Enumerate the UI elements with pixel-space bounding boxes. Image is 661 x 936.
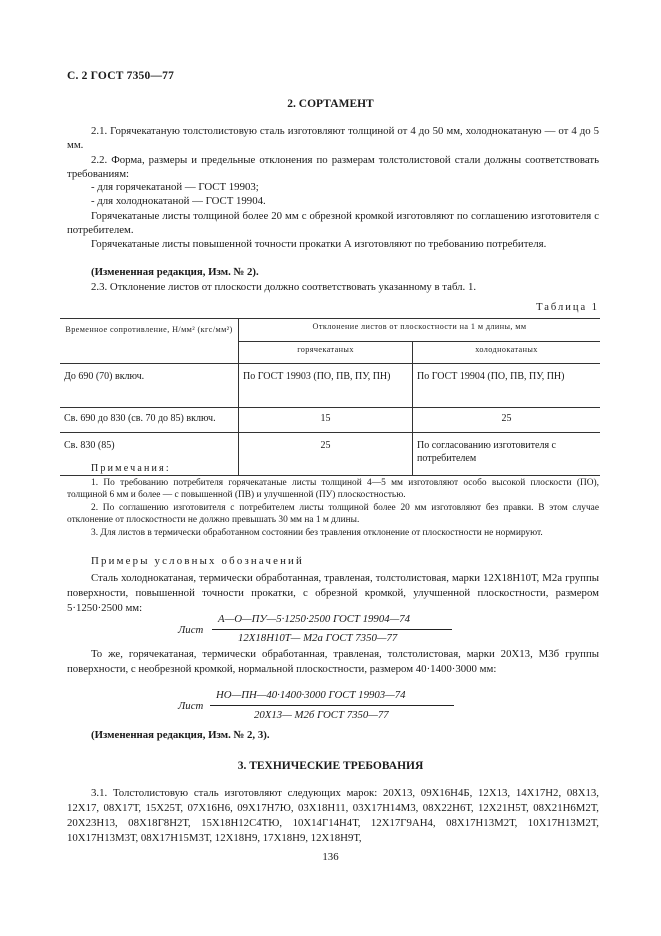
formula-1-denominator: 12Х18Н10Т— М2а ГОСТ 7350—77 [238,632,398,644]
table-cell [239,433,413,476]
table-cell-text: Св. 690 до 830 (св. 70 до 85) включ. [64,413,216,424]
table-cell-text: Св. 830 (85) [64,440,115,451]
table-header-group [239,319,601,342]
table-cell [413,408,601,433]
section-3-title: 3. ТЕХНИЧЕСКИЕ ТРЕБОВАНИЯ [237,760,424,772]
note-2: 2. По соглашению изготовителя с потребителем листы толщиной более 20 мм изготовляют без правки. В этом случае отклонение от плоскостности не должно превышать 30 мм на 1 м длины. [67,503,599,526]
note-1: 1. По требованию потребителя горячекатаные листы толщиной 4—5 мм изготовляют особо высокой плоскости (ПО), толщиной 6 мм и более — с повышенной (ПВ) и улучшенной (ПУ) плоскостностью. [67,478,599,501]
page-number: 136 [322,851,339,863]
table-cell [60,364,239,408]
examples-title: Примеры условных обозначений [91,555,305,567]
paragraph-2-3: 2.3. Отклонение листов от плоскости должно соответствовать указанному в табл. 1. [91,281,477,293]
table-cell-text: 25 [501,413,512,424]
table-cell-text: По ГОСТ 19903 (ПО, ПВ, ПУ, ПН) [243,371,391,382]
table-header-hot [239,341,413,364]
formula-2-label: Лист [178,700,204,712]
table-header-strength [60,319,239,364]
paragraph-2-2-edge: Горячекатаные листы толщиной более 20 мм с обрезной кромкой изготовляют по соглашению изготовителя с потребителем. [67,210,599,237]
example-2-text: То же, горячекатаная, термически обработанная, травленая, толстолистовая, марки 20Х13, М3б группы поверхности, с необрезной кромкой, нормальной плоскостности, размером 40·1400·3000 мм: [67,648,599,675]
table-header-strength-label: Временное сопротивление, Н/мм² (кгс/мм²) [65,325,233,334]
table-cell [60,408,239,433]
page-header: С. 2 ГОСТ 7350—77 [67,70,175,82]
formula-2-denominator: 20Х13— М2б ГОСТ 7350—77 [254,709,389,721]
example-1-text: Сталь холоднокатаная, термически обработанная, травленая, толстолистовая, марки 12Х18Н10Т, М2а группы поверхности, повышенной точности прокатки, с обрезной кромкой, улучшенной плоскостности, размером 5·1250·2500 мм: [67,572,599,614]
notes-title: Примечания: [91,463,171,474]
table-header-cold-label: холоднокатаных [475,344,538,354]
table-cell [413,433,601,476]
table-cell-text: По согласованию изготовителя с потребителем [417,440,556,464]
formula-1-bar [212,629,452,630]
formula-2-bar [210,705,454,706]
paragraph-2-2-cold: - для холоднокатаной — ГОСТ 19904. [91,195,266,207]
table-cell-text: 25 [320,440,331,451]
paragraph-2-2-accuracy: Горячекатаные листы повышенной точности прокатки А изготовляют по требованию потребителя. [91,238,547,250]
paragraph-2-2-hot: - для горячекатаной — ГОСТ 19903; [91,181,259,193]
table-cell [239,364,413,408]
note-3: 3. Для листов в термически обработанном состоянии без травления отклонение от плоскостности не нормируют. [91,528,543,538]
table-header-cold [413,341,601,364]
table-cell [413,364,601,408]
paragraph-3-1: 3.1. Толстолистовую сталь изготовляют следующих марок: 20Х13, 09Х16Н4Б, 12Х13, 14Х17Н2, 08Х13, 12Х17, 08Х17Т, 15Х25Т, 07Х16Н6, 09Х17Н7Ю, 03Х18Н11, 03Х17Н14М3, 08Х22Н6Т, 12Х21Н5Т, 08Х21Н6М2Т, 20Х23Н13, 08Х18Г8Н2Т, 15Х18Н12С4ТЮ, 10Х14Г14Н4Т, 12Х17Г9АН4, 08Х17Н13М2Т, 10Х17Н13М2Т, 10Х17Н13М3Т, 08Х17Н15М3Т, 12Х18Н9, 17Х18Н9, 12Х18Н9Т, [67,787,599,844]
table-cell-text: По ГОСТ 19904 (ПО, ПВ, ПУ, ПН) [417,371,565,382]
table-header-hot-label: горячекатаных [297,344,354,354]
paragraph-2-2: 2.2. Форма, размеры и предельные отклонения по размерам толстолистовой стали должны соответствовать требованиям: [67,154,599,181]
table-cell [239,408,413,433]
edit-note-2: (Измененная редакция, Изм. № 2, 3). [91,729,270,741]
table-cell-text: До 690 (70) включ. [64,371,145,382]
table-1 [60,318,600,476]
paragraph-2-1: 2.1. Горячекатаную толстолистовую сталь изготовляют толщиной от 4 до 50 мм, холоднокатаную — от 4 до 5 мм. [67,125,599,152]
formula-1-numerator: А—О—ПУ—5·1250·2500 ГОСТ 19904—74 [218,613,411,625]
section-2-title: 2. СОРТАМЕНТ [287,98,374,110]
table-row [60,364,600,408]
formula-2-numerator: НО—ПН—40·1400·3000 ГОСТ 19903—74 [216,689,406,701]
table-header-group-label: Отклонение листов от плоскостности на 1 м длины, мм [312,322,527,331]
table-row [60,408,600,433]
formula-1-label: Лист [178,624,204,636]
table-cell-text: 15 [320,413,331,424]
edit-note-1: (Измененная редакция, Изм. № 2). [91,266,259,278]
table-caption: Таблица 1 [536,302,599,313]
